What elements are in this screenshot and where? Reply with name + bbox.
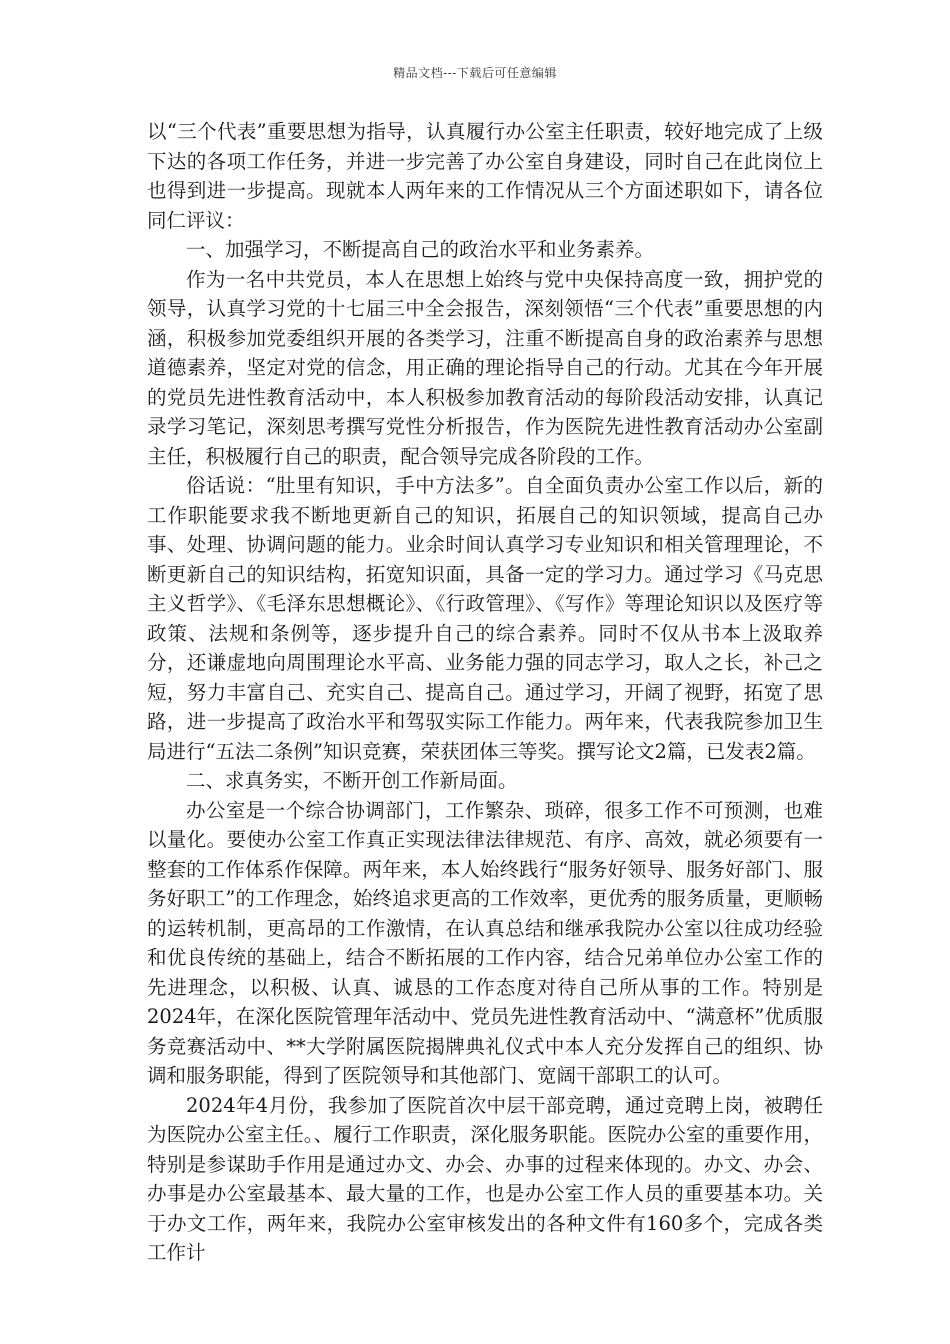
section-heading-2: 二、求真务实，不断开创工作新局面。 bbox=[186, 769, 518, 792]
page-header: 精品文档---下载后可任意编辑 bbox=[393, 66, 557, 80]
paragraph-5: 2024年4月份，我参加了医院首次中层干部竞聘，通过竞聘上岗，被聘任为医院办公室主任。、履行工作职责，深化服务职能。医院办公室的重要作用，特别是参谋助手作用是通过办文、办会、办事的过程来体现的。办文、办会、办事是办公室最基本、最大量的工作，也是办公室工作人员的重要基本功。关于办文工作，两年来，我院办公室审核发出的各种文件有160多个，完成各类工作计 bbox=[147, 1093, 823, 1264]
section-heading-1: 一、加强学习，不断提高自己的政治水平和业务素养。 bbox=[186, 238, 655, 261]
paragraph-4: 办公室是一个综合协调部门，工作繁杂、琐碎，很多工作不可预测，也难以量化。要使办公室工作真正实现法律法律规范、有序、高效，就必须要有一整套的工作体系作保障。两年来，本人始终践行“服务好领导、服务好部门、服务好职工”的工作理念，始终追求更高的工作效率，更优秀的服务质量，更顺畅的运转机制，更高昂的工作激情，在认真总结和继承我院办公室以往成功经验和优良传统的基础上，结合不断拓展的工作内容，结合兄弟单位办公室工作的先进理念，以积极、认真、诚恳的工作态度对待自己所从事的工作。特别是2024年，在深化医院管理年活动中、党员先进性教育活动中、“满意杯”优质服务竞赛活动中、**大学附属医院揭牌典礼仪式中本人充分发挥自己的组织、协调和服务职能，得到了医院领导和其他部门、宽阔干部职工的认可。 bbox=[147, 798, 823, 1087]
document-body bbox=[147, 117, 823, 1268]
paragraph-1: 以“三个代表”重要思想为指导，认真履行办公室主任职责，较好地完成了上级下达的各项工作任务，并进一步完善了办公室自身建设，同时自己在此岗位上也得到进一步提高。现就本人两年来的工作情况从三个方面述职如下，请各位同仁评议： bbox=[147, 120, 823, 232]
paragraph-3: 俗话说：“肚里有知识，手中方法多”。自全面负责办公室工作以后，新的工作职能要求我不断地更新自己的知识，拓展自己的知识领域，提高自己办事、处理、协调问题的能力。业余时间认真学习专业知识和相关管理理论，不断更新自己的知识结构，拓宽知识面，具备一定的学习力。通过学习《马克思主义哲学》、《毛泽东思想概论》、《行政管理》、《写作》等理论知识以及医疗等政策、法规和条例等，逐步提升自己的综合素养。同时不仅从书本上汲取养分，还谦虚地向周围理论水平高、业务能力强的同志学习，取人之长，补己之短，努力丰富自己、充实自己、提高自己。通过学习，开阔了视野，拓宽了思路，进一步提高了政治水平和驾驭实际工作能力。两年来，代表我院参加卫生局进行“五法二条例”知识竞赛，荣获团体三等奖。撰写论文2篇，已发表2篇。 bbox=[147, 474, 823, 763]
paragraph-2: 作为一名中共党员，本人在思想上始终与党中央保持高度一致，拥护党的领导，认真学习党的十七届三中全会报告，深刻领悟“三个代表”重要思想的内涵，积极参加党委组织开展的各类学习，注重不断提高自身的政治素养与思想道德素养，坚定对党的信念，用正确的理论指导自己的行动。尤其在今年开展的党员先进性教育活动中，本人积极参加教育活动的每阶段活动安排，认真记录学习笔记，深刻思考撰写党性分析报告，作为医院先进性教育活动办公室副主任，积极履行自己的职责，配合领导完成各阶段的工作。 bbox=[147, 267, 823, 468]
